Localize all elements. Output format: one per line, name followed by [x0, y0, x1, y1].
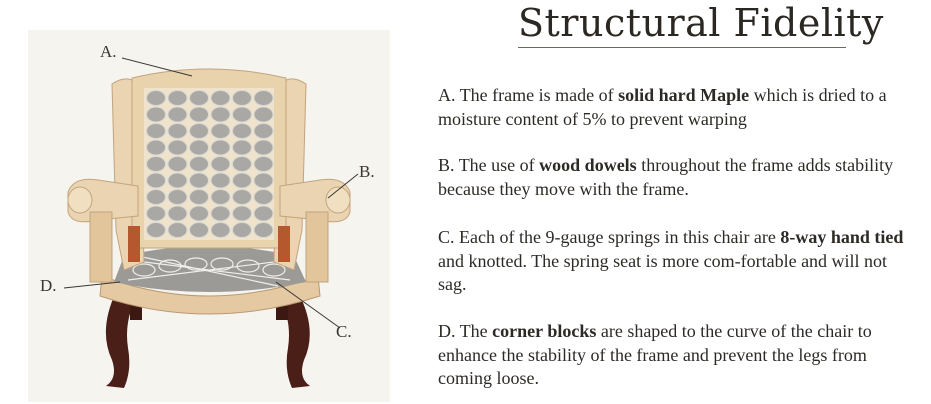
back-spring-coil — [168, 107, 187, 122]
feature-d-paragraph — [438, 320, 918, 391]
feature-highlight: 8-way hand tied — [780, 227, 904, 247]
back-spring-coil — [168, 190, 187, 205]
back-spring-coil — [254, 124, 273, 139]
back-spring-coil — [233, 107, 252, 122]
back-spring-coil — [190, 223, 209, 238]
feature-highlight: corner blocks — [492, 321, 597, 341]
back-spring-coil — [168, 91, 187, 106]
back-spring-coil — [233, 140, 252, 155]
back-spring-coil — [190, 206, 209, 221]
back-spring-coil — [233, 157, 252, 172]
back-spring-coil — [190, 107, 209, 122]
feature-label: C. — [438, 227, 455, 247]
back-spring-coil — [254, 173, 273, 188]
callout-d-label: D. — [40, 276, 57, 295]
feature-highlight: solid hard Maple — [618, 85, 750, 105]
back-spring-coil — [168, 206, 187, 221]
back-spring-coil — [147, 124, 166, 139]
back-spring-coil — [211, 91, 230, 106]
back-spring-coil — [233, 173, 252, 188]
back-spring-coil — [211, 107, 230, 122]
back-spring-coil — [147, 107, 166, 122]
feature-label: A. — [438, 85, 456, 105]
back-spring-coil — [211, 140, 230, 155]
back-spring-coil — [168, 140, 187, 155]
back-spring-coil — [254, 223, 273, 238]
back-spring-coil — [168, 173, 187, 188]
chair-frame-drawing — [28, 30, 390, 402]
feature-text: which is dried to a moisture content of 5% to prevent warping — [438, 85, 887, 129]
back-spring-coil — [254, 190, 273, 205]
back-spring-coil — [233, 190, 252, 205]
callout-a-label: A. — [100, 42, 117, 61]
back-spring-coil — [254, 140, 273, 155]
feature-text: throughout the frame adds stability because they move with the frame. — [438, 155, 894, 199]
feature-a-paragraph — [438, 84, 918, 131]
back-spring-coil — [190, 157, 209, 172]
back-spring-coil — [211, 190, 230, 205]
back-spring-coil — [211, 223, 230, 238]
chair-frame-illustration — [28, 30, 390, 402]
callout-c-label: C. — [336, 322, 352, 341]
back-spring-coil — [254, 157, 273, 172]
back-spring-coil — [147, 140, 166, 155]
feature-c-paragraph — [438, 226, 918, 297]
back-spring-coil — [147, 157, 166, 172]
feature-label: D. — [438, 321, 456, 341]
back-spring-coil — [190, 124, 209, 139]
feature-text: The — [455, 321, 493, 341]
back-spring-coil — [147, 190, 166, 205]
feature-text: Each of the 9-gauge springs in this chair are — [454, 227, 781, 247]
back-spring-coil — [168, 124, 187, 139]
back-spring-coil — [147, 173, 166, 188]
feature-text: The frame is made of — [455, 85, 619, 105]
feature-highlight: wood dowels — [539, 155, 637, 175]
back-spring-coil — [254, 91, 273, 106]
back-spring-coil — [190, 173, 209, 188]
feature-b-paragraph — [438, 154, 918, 201]
page-title: Structural Fidelity — [518, 1, 884, 45]
back-spring-coil — [211, 173, 230, 188]
back-spring-coil — [190, 190, 209, 205]
back-spring-coil — [147, 91, 166, 106]
callout-b-label: B. — [359, 162, 375, 181]
back-spring-coil — [147, 223, 166, 238]
feature-text: and knotted. The spring seat is more com-fortable and will not sag. — [438, 250, 888, 294]
feature-text: The use of — [454, 155, 540, 175]
back-spring-coil — [190, 91, 209, 106]
back-spring-coil — [168, 223, 187, 238]
title-underline — [518, 47, 846, 48]
back-spring-coil — [254, 206, 273, 221]
back-spring-coil — [211, 124, 230, 139]
back-spring-coil — [147, 206, 166, 221]
back-spring-coil — [233, 206, 252, 221]
back-spring-coil — [233, 124, 252, 139]
back-spring-coil — [233, 91, 252, 106]
back-spring-coil — [254, 107, 273, 122]
feature-text: are shaped to the curve of the chair to enhance the stability of the frame and prevent the legs from coming loose. — [438, 321, 872, 388]
feature-label: B. — [438, 155, 455, 175]
back-spring-coil — [190, 140, 209, 155]
back-spring-coil — [211, 206, 230, 221]
back-spring-coil — [211, 157, 230, 172]
back-spring-coil — [168, 157, 187, 172]
back-spring-coil — [233, 223, 252, 238]
